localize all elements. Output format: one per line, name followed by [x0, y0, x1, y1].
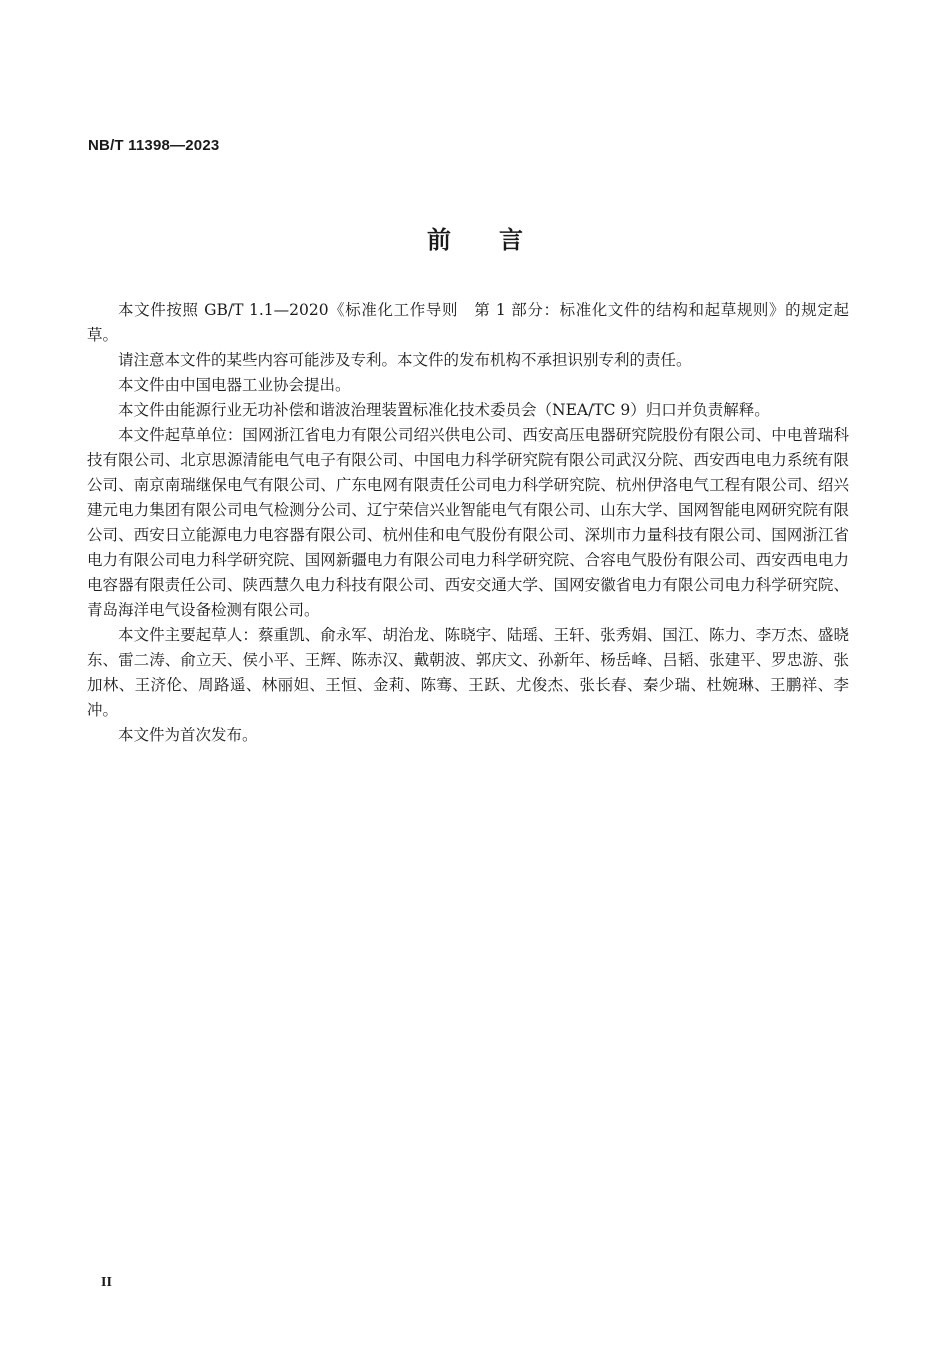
page-title: 前言	[427, 226, 571, 254]
paragraph-drafting-units: 本文件起草单位：国网浙江省电力有限公司绍兴供电公司、西安高压电器研究院股份有限公司、中电普瑞科技有限公司、北京思源清能电气电子有限公司、中国电力科学研究院有限公司武汉分院、西安西电电力系统有限公司、南京南瑞继保电气有限公司、广东电网有限责任公司电力科学研究院、杭州伊洛电气工程有限公司、绍兴建元电力集团有限公司电气检测分公司、辽宁荣信兴业智能电气有限公司、山东大学、国网智能电网研究院有限公司、西安日立能源电力电容器有限公司、杭州佳和电气股份有限公司、深圳市力量科技有限公司、国网浙江省电力有限公司电力科学研究院、国网新疆电力有限公司电力科学研究院、合容电气股份有限公司、西安西电电力电容器有限责任公司、陕西慧久电力科技有限公司、西安交通大学、国网安徽省电力有限公司电力科学研究院、青岛海洋电气设备检测有限公司。	[87, 426, 849, 619]
paragraph-drafting-rules: 本文件按照 GB/T 1.1—2020《标准化工作导则 第 1 部分：标准化文件的结构和起草规则》的规定起草。	[87, 301, 849, 344]
document-code: NB/T 11398—2023	[88, 137, 220, 154]
page-number: II	[101, 1275, 112, 1290]
paragraph-committee: 本文件由能源行业无功补偿和谐波治理装置标准化技术委员会（NEA/TC 9）归口并负责解释。	[118, 401, 770, 419]
paragraph-first-release: 本文件为首次发布。	[118, 726, 258, 744]
paragraph-proposer: 本文件由中国电器工业协会提出。	[118, 376, 351, 394]
paragraph-patent-notice: 请注意本文件的某些内容可能涉及专利。本文件的发布机构不承担识别专利的责任。	[118, 351, 692, 369]
paragraph-drafters: 本文件主要起草人：蔡重凯、俞永军、胡治龙、陈晓宇、陆瑶、王轩、张秀娟、国江、陈力、李万杰、盛晓东、雷二涛、俞立天、侯小平、王辉、陈赤汉、戴朝波、郭庆文、孙新年、杨岳峰、吕韬、张建平、罗忠游、张加林、王济伦、周路遥、林丽妲、王恒、金莉、陈骞、王跃、尤俊杰、张长春、秦少瑞、杜婉琳、王鹏祥、李冲。	[87, 626, 849, 719]
foreword-body	[87, 298, 849, 748]
